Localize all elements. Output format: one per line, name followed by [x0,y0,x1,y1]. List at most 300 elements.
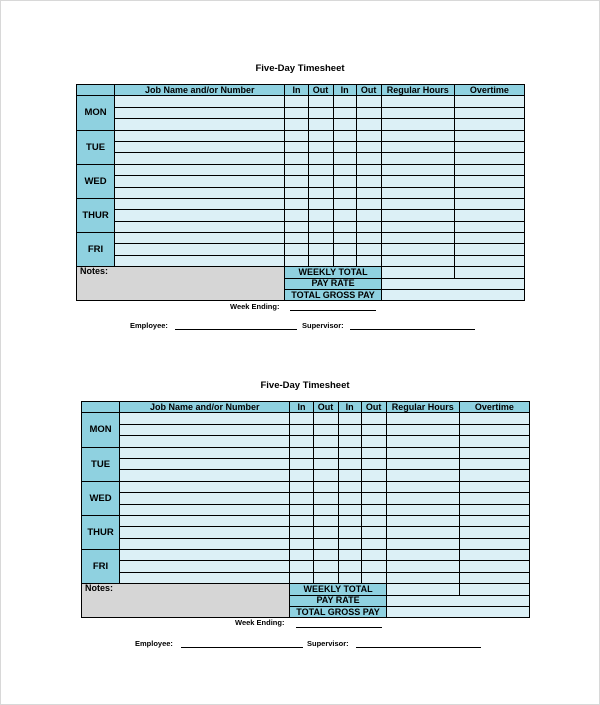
timesheet-table [81,401,530,618]
entry-cell[interactable] [386,550,459,561]
entry-cell[interactable] [361,572,386,583]
entry-cell[interactable] [333,153,356,164]
entry-cell[interactable] [285,107,308,118]
entry-cell[interactable] [290,504,313,515]
entry-cell[interactable] [313,538,338,549]
entry-cell[interactable] [459,550,529,561]
entry-cell[interactable] [115,164,285,175]
table-row [82,458,530,469]
column-header: In [338,402,361,413]
entry-cell[interactable] [333,107,356,118]
entry-cell[interactable] [333,176,356,187]
table-row [77,187,525,198]
total-label: WEEKLY TOTAL [285,267,381,278]
entry-cell[interactable] [454,119,524,130]
table-row [82,561,530,572]
entry-cell[interactable] [381,176,454,187]
entry-cell[interactable] [386,504,459,515]
entry-cell[interactable] [381,233,454,244]
entry-cell[interactable] [120,550,290,561]
entry-cell[interactable] [338,424,361,435]
entry-cell[interactable] [356,96,381,107]
entry-cell[interactable] [454,130,524,141]
column-header: Overtime [454,85,524,96]
entry-cell[interactable] [285,221,308,232]
column-header: Out [308,85,333,96]
entry-cell[interactable] [333,141,356,152]
entry-cell[interactable] [356,198,381,209]
table-row [82,447,530,458]
entry-cell[interactable] [338,470,361,481]
table-row [82,504,530,515]
entry-cell[interactable] [290,436,313,447]
entry-cell[interactable] [333,210,356,221]
entry-cell[interactable] [115,96,285,107]
entry-cell[interactable] [386,538,459,549]
total-value-cell[interactable] [386,607,529,618]
entry-cell[interactable] [454,96,524,107]
entry-cell[interactable] [285,130,308,141]
entry-cell[interactable] [308,96,333,107]
entry-cell[interactable] [459,515,529,526]
total-value-cell[interactable] [381,290,524,301]
entry-cell[interactable] [356,141,381,152]
table-row [77,255,525,266]
entry-cell[interactable] [361,527,386,538]
entry-cell[interactable] [454,233,524,244]
entry-cell[interactable] [115,210,285,221]
entry-cell[interactable] [361,447,386,458]
entry-cell[interactable] [356,233,381,244]
entry-cell[interactable] [386,515,459,526]
entry-cell[interactable] [454,141,524,152]
entry-cell[interactable] [308,233,333,244]
entry-cell[interactable] [308,141,333,152]
entry-cell[interactable] [361,458,386,469]
entry-cell[interactable] [308,198,333,209]
entry-cell[interactable] [459,424,529,435]
entry-cell[interactable] [459,458,529,469]
entry-cell[interactable] [386,527,459,538]
regular-total-cell[interactable] [381,267,454,278]
entry-cell[interactable] [290,550,313,561]
entry-cell[interactable] [361,515,386,526]
entry-cell[interactable] [459,413,529,424]
entry-cell[interactable] [120,504,290,515]
week-ending-field[interactable] [290,310,376,311]
entry-cell[interactable] [308,164,333,175]
table-row [77,210,525,221]
column-header: In [285,85,308,96]
week-ending-label: Week Ending: [235,618,285,627]
total-value-cell[interactable] [386,595,529,606]
entry-cell[interactable] [454,255,524,266]
entry-cell[interactable] [459,481,529,492]
entry-cell[interactable] [313,458,338,469]
day-label: FRI [77,233,115,267]
timesheet-table [76,84,525,301]
entry-cell[interactable] [361,413,386,424]
day-label: FRI [82,550,120,584]
notes-area[interactable]: Notes: [77,267,285,301]
entry-cell[interactable] [386,572,459,583]
entry-cell[interactable] [459,436,529,447]
entry-cell[interactable] [308,244,333,255]
table-row [77,107,525,118]
table-row [77,153,525,164]
entry-cell[interactable] [333,233,356,244]
entry-cell[interactable] [120,493,290,504]
entry-cell[interactable] [381,221,454,232]
table-row [82,424,530,435]
entry-cell[interactable] [115,221,285,232]
entry-cell[interactable] [338,515,361,526]
entry-cell[interactable] [285,96,308,107]
total-label: TOTAL GROSS PAY [290,607,386,618]
entry-cell[interactable] [313,515,338,526]
entry-cell[interactable] [459,561,529,572]
entry-cell[interactable] [356,210,381,221]
entry-cell[interactable] [356,244,381,255]
entry-cell[interactable] [290,447,313,458]
entry-cell[interactable] [454,107,524,118]
day-label: MON [77,96,115,130]
header-row [82,402,530,413]
entry-cell[interactable] [459,504,529,515]
entry-cell[interactable] [338,504,361,515]
column-header: Out [356,85,381,96]
entry-cell[interactable] [338,458,361,469]
entry-cell[interactable] [356,176,381,187]
entry-cell[interactable] [120,527,290,538]
sheet-title: Five-Day Timesheet [255,63,345,74]
entry-cell[interactable] [313,424,338,435]
entry-cell[interactable] [386,424,459,435]
entry-cell[interactable] [454,244,524,255]
entry-cell[interactable] [333,187,356,198]
entry-cell[interactable] [338,493,361,504]
entry-cell[interactable] [285,141,308,152]
entry-cell[interactable] [308,107,333,118]
table-row [82,470,530,481]
entry-cell[interactable] [338,436,361,447]
column-header: Overtime [459,402,529,413]
table-row [82,481,530,492]
supervisor-label: Supervisor: [302,321,344,330]
table-row [82,436,530,447]
entry-cell[interactable] [313,413,338,424]
entry-cell[interactable] [381,130,454,141]
entry-cell[interactable] [115,153,285,164]
entry-cell[interactable] [313,481,338,492]
entry-cell[interactable] [313,493,338,504]
entry-cell[interactable] [459,538,529,549]
entry-cell[interactable] [381,153,454,164]
entry-cell[interactable] [285,119,308,130]
entry-cell[interactable] [313,470,338,481]
table-row [82,572,530,583]
entry-cell[interactable] [386,481,459,492]
entry-cell[interactable] [454,176,524,187]
table-row [77,141,525,152]
entry-cell[interactable] [313,504,338,515]
entry-cell[interactable] [285,176,308,187]
day-label: WED [77,164,115,198]
entry-cell[interactable] [308,119,333,130]
supervisor-field[interactable] [350,329,475,330]
entry-cell[interactable] [120,561,290,572]
entry-cell[interactable] [381,107,454,118]
employee-field[interactable] [181,647,303,648]
entry-cell[interactable] [115,119,285,130]
entry-cell[interactable] [361,424,386,435]
entry-cell[interactable] [356,255,381,266]
totals-row [82,584,530,595]
column-header: Regular Hours [386,402,459,413]
table-row [82,527,530,538]
entry-cell[interactable] [290,572,313,583]
entry-cell[interactable] [386,447,459,458]
day-label: THUR [82,515,120,549]
entry-cell[interactable] [338,550,361,561]
entry-cell[interactable] [338,538,361,549]
entry-cell[interactable] [120,481,290,492]
entry-cell[interactable] [313,550,338,561]
table-row [77,119,525,130]
day-label: THUR [77,198,115,232]
table-row [77,233,525,244]
supervisor-field[interactable] [356,647,481,648]
entry-cell[interactable] [356,130,381,141]
entry-cell[interactable] [386,436,459,447]
entry-cell[interactable] [308,210,333,221]
entry-cell[interactable] [333,255,356,266]
entry-cell[interactable] [115,141,285,152]
entry-cell[interactable] [356,153,381,164]
table-row [77,176,525,187]
entry-cell[interactable] [454,187,524,198]
entry-cell[interactable] [361,538,386,549]
entry-cell[interactable] [454,210,524,221]
entry-cell[interactable] [459,447,529,458]
entry-cell[interactable] [290,470,313,481]
column-header: In [290,402,313,413]
entry-cell[interactable] [115,187,285,198]
total-label: PAY RATE [285,278,381,289]
week-ending-field[interactable] [296,627,382,628]
table-row [77,221,525,232]
entry-cell[interactable] [454,153,524,164]
entry-cell[interactable] [313,561,338,572]
employee-label: Employee: [135,639,173,648]
overtime-total-cell[interactable] [454,267,524,278]
entry-cell[interactable] [308,176,333,187]
entry-cell[interactable] [285,164,308,175]
entry-cell[interactable] [115,198,285,209]
column-header: Out [361,402,386,413]
entry-cell[interactable] [386,458,459,469]
entry-cell[interactable] [386,493,459,504]
entry-cell[interactable] [308,153,333,164]
entry-cell[interactable] [285,187,308,198]
entry-cell[interactable] [459,572,529,583]
entry-cell[interactable] [120,447,290,458]
entry-cell[interactable] [290,515,313,526]
entry-cell[interactable] [115,255,285,266]
entry-cell[interactable] [308,221,333,232]
entry-cell[interactable] [313,527,338,538]
entry-cell[interactable] [338,572,361,583]
entry-cell[interactable] [308,255,333,266]
entry-cell[interactable] [290,413,313,424]
entry-cell[interactable] [290,481,313,492]
entry-cell[interactable] [333,96,356,107]
entry-cell[interactable] [285,210,308,221]
table-row [82,538,530,549]
table-row [82,550,530,561]
entry-cell[interactable] [361,550,386,561]
column-header: Regular Hours [381,85,454,96]
entry-cell[interactable] [285,233,308,244]
entry-cell[interactable] [454,198,524,209]
entry-cell[interactable] [115,130,285,141]
entry-cell[interactable] [333,221,356,232]
entry-cell[interactable] [120,470,290,481]
entry-cell[interactable] [313,447,338,458]
employee-label: Employee: [130,321,168,330]
day-label: TUE [82,447,120,481]
totals-row [77,267,525,278]
table-row [82,515,530,526]
entry-cell[interactable] [338,561,361,572]
entry-cell[interactable] [454,164,524,175]
entry-cell[interactable] [115,233,285,244]
table-row [82,413,530,424]
entry-cell[interactable] [381,210,454,221]
day-label: MON [82,413,120,447]
regular-total-cell[interactable] [386,584,459,595]
entry-cell[interactable] [285,244,308,255]
entry-cell[interactable] [290,561,313,572]
entry-cell[interactable] [361,436,386,447]
entry-cell[interactable] [333,198,356,209]
entry-cell[interactable] [381,187,454,198]
column-header: Job Name and/or Number [120,402,290,413]
entry-cell[interactable] [308,187,333,198]
entry-cell[interactable] [356,187,381,198]
entry-cell[interactable] [333,119,356,130]
entry-cell[interactable] [120,538,290,549]
total-label: WEEKLY TOTAL [290,584,386,595]
entry-cell[interactable] [361,504,386,515]
entry-cell[interactable] [290,458,313,469]
entry-cell[interactable] [120,515,290,526]
entry-cell[interactable] [333,164,356,175]
entry-cell[interactable] [120,572,290,583]
entry-cell[interactable] [313,572,338,583]
entry-cell[interactable] [381,141,454,152]
entry-cell[interactable] [381,198,454,209]
entry-cell[interactable] [361,493,386,504]
entry-cell[interactable] [459,493,529,504]
entry-cell[interactable] [338,447,361,458]
entry-cell[interactable] [338,413,361,424]
table-row [77,164,525,175]
entry-cell[interactable] [381,96,454,107]
entry-cell[interactable] [290,527,313,538]
week-ending-label: Week Ending: [230,302,280,311]
total-label: PAY RATE [290,595,386,606]
entry-cell[interactable] [290,538,313,549]
sheet-title: Five-Day Timesheet [260,380,350,391]
entry-cell[interactable] [386,413,459,424]
overtime-total-cell[interactable] [459,584,529,595]
total-label: TOTAL GROSS PAY [285,290,381,301]
entry-cell[interactable] [115,107,285,118]
entry-cell[interactable] [285,153,308,164]
entry-cell[interactable] [459,527,529,538]
entry-cell[interactable] [308,130,333,141]
header-row [77,85,525,96]
table-row [82,493,530,504]
entry-cell[interactable] [120,413,290,424]
entry-cell[interactable] [356,107,381,118]
supervisor-label: Supervisor: [307,639,349,648]
entry-cell[interactable] [381,164,454,175]
entry-cell[interactable] [120,424,290,435]
entry-cell[interactable] [386,470,459,481]
entry-cell[interactable] [115,176,285,187]
entry-cell[interactable] [338,481,361,492]
entry-cell[interactable] [361,561,386,572]
entry-cell[interactable] [356,164,381,175]
entry-cell[interactable] [454,221,524,232]
entry-cell[interactable] [115,244,285,255]
entry-cell[interactable] [361,481,386,492]
entry-cell[interactable] [381,244,454,255]
table-row [77,96,525,107]
entry-cell[interactable] [361,470,386,481]
notes-area[interactable]: Notes: [82,584,290,618]
entry-cell[interactable] [459,470,529,481]
entry-cell[interactable] [333,244,356,255]
entry-cell[interactable] [290,424,313,435]
entry-cell[interactable] [120,436,290,447]
table-row [77,198,525,209]
entry-cell[interactable] [285,198,308,209]
entry-cell[interactable] [290,493,313,504]
entry-cell[interactable] [120,458,290,469]
entry-cell[interactable] [386,561,459,572]
entry-cell[interactable] [285,255,308,266]
column-header: Out [313,402,338,413]
table-row [77,244,525,255]
entry-cell[interactable] [381,255,454,266]
total-value-cell[interactable] [381,278,524,289]
day-label: TUE [77,130,115,164]
entry-cell[interactable] [381,119,454,130]
entry-cell[interactable] [356,221,381,232]
employee-field[interactable] [175,329,297,330]
column-header [77,85,115,96]
entry-cell[interactable] [356,119,381,130]
column-header: In [333,85,356,96]
entry-cell[interactable] [313,436,338,447]
entry-cell[interactable] [333,130,356,141]
entry-cell[interactable] [338,527,361,538]
column-header: Job Name and/or Number [115,85,285,96]
table-row [77,130,525,141]
